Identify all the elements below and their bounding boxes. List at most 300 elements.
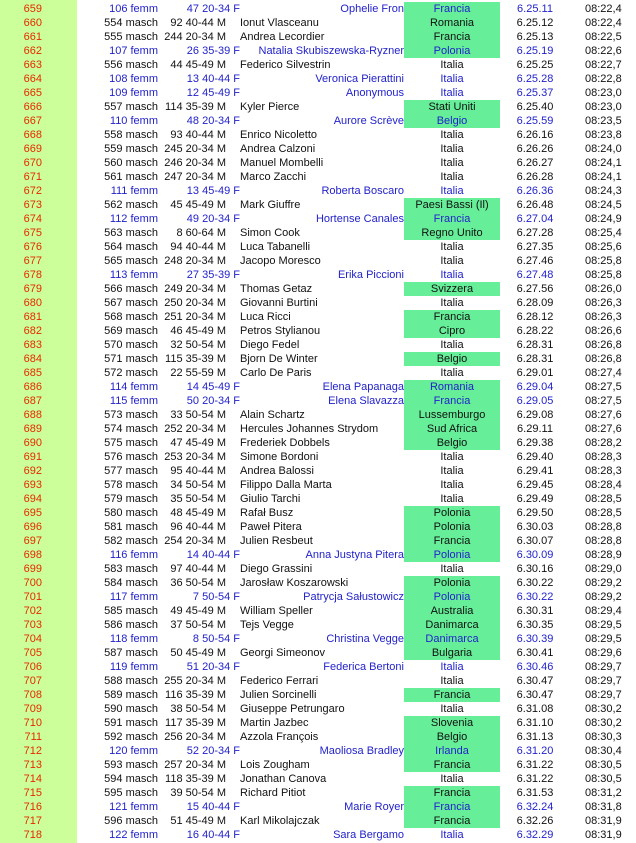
table-row	[0, 240, 636, 254]
athlete-name-cell: Giulio Tarchi	[240, 493, 301, 505]
gender-rank-cell	[80, 534, 158, 548]
category-rank: 37	[170, 619, 183, 631]
table-row	[0, 814, 636, 828]
pace-cell: 08:29,7	[585, 675, 622, 687]
category-cell	[160, 702, 226, 716]
pace-cell: 08:27,5	[585, 381, 622, 393]
gender-rank: 568	[104, 311, 123, 323]
country-cell: Francia	[404, 394, 500, 408]
age-category: 40-44 F	[202, 801, 240, 813]
country-cell: Italia	[440, 269, 464, 281]
table-row	[0, 296, 636, 310]
pace-cell: 08:28,3	[585, 465, 622, 477]
gender-rank: 559	[104, 143, 123, 155]
category-cell	[160, 310, 226, 324]
gender-label: masch	[125, 143, 158, 155]
category-cell	[160, 758, 226, 772]
gender-rank: 556	[104, 59, 123, 71]
pace-cell: 08:22,5	[585, 31, 622, 43]
gender-label: masch	[125, 297, 158, 309]
country-cell: Belgio	[404, 436, 500, 450]
gender-rank: 121	[109, 801, 128, 813]
age-category: 50-54 M	[185, 409, 226, 421]
gender-rank-cell	[80, 828, 158, 842]
finish-time-cell: 6.30.22	[516, 577, 554, 589]
age-category: 50-54 M	[185, 479, 226, 491]
table-row	[0, 758, 636, 772]
age-category: 40-44 M	[185, 465, 226, 477]
gender-label: masch	[125, 675, 158, 687]
gender-rank-cell	[80, 114, 158, 128]
gender-rank: 564	[104, 241, 123, 253]
age-category: 20-34 F	[202, 745, 240, 757]
country-cell: Italia	[440, 185, 464, 197]
age-category: 50-54 F	[202, 633, 240, 645]
position-cell: 704	[23, 633, 42, 645]
country-cell: Italia	[440, 241, 464, 253]
position-cell: 673	[23, 199, 42, 211]
gender-rank: 571	[104, 353, 123, 365]
position-cell: 683	[23, 339, 42, 351]
gender-rank: 117	[109, 591, 128, 603]
athlete-name-cell: Anonymous	[345, 87, 404, 99]
category-rank: 50	[186, 395, 200, 407]
age-category: 45-49 M	[185, 325, 226, 337]
gender-label: masch	[125, 815, 158, 827]
country-cell: Italia	[440, 129, 464, 141]
pace-cell: 08:22,4	[585, 3, 622, 15]
gender-rank-cell	[80, 520, 158, 534]
finish-time-cell: 6.27.46	[516, 255, 554, 267]
category-cell	[160, 324, 226, 338]
country-cell: Italia	[440, 479, 464, 491]
category-rank: 12	[186, 87, 200, 99]
finish-time-cell: 6.28.31	[516, 353, 554, 365]
finish-time-cell: 6.29.05	[516, 395, 554, 407]
gender-label: masch	[125, 325, 158, 337]
gender-label: masch	[125, 731, 158, 743]
gender-rank-cell	[80, 548, 158, 562]
gender-rank-cell	[80, 128, 158, 142]
position-cell: 716	[23, 801, 42, 813]
table-row	[0, 604, 636, 618]
position-cell: 663	[23, 59, 42, 71]
gender-label: masch	[125, 199, 158, 211]
position-cell: 676	[23, 241, 42, 253]
athlete-name-cell: Christina Vegge	[326, 633, 404, 645]
gender-label: femm	[130, 633, 158, 645]
table-row	[0, 156, 636, 170]
athlete-name-cell: Mark Giuffre	[240, 199, 301, 211]
position-cell: 712	[23, 745, 42, 757]
gender-rank-cell	[80, 366, 158, 380]
position-cell: 715	[23, 787, 42, 799]
country-cell: Italia	[440, 297, 464, 309]
country-cell: Italia	[440, 493, 464, 505]
category-rank: 32	[170, 339, 183, 351]
gender-label: masch	[125, 493, 158, 505]
age-category: 45-49 M	[185, 815, 226, 827]
pace-cell: 08:29,7	[585, 689, 622, 701]
finish-time-cell: 6.27.04	[516, 213, 554, 225]
position-cell: 703	[23, 619, 42, 631]
age-category: 20-34 F	[202, 115, 240, 127]
table-row	[0, 590, 636, 604]
country-cell: Francia	[404, 688, 500, 702]
athlete-name-cell: Roberta Boscaro	[321, 185, 404, 197]
gender-rank: 112	[109, 213, 128, 225]
country-cell: Italia	[440, 339, 464, 351]
table-row	[0, 338, 636, 352]
table-row	[0, 408, 636, 422]
gender-rank: 572	[104, 367, 123, 379]
pace-cell: 08:24,1	[585, 157, 622, 169]
athlete-name-cell: Andrea Lecordier	[240, 31, 325, 43]
country-cell: Italia	[440, 157, 464, 169]
pace-cell: 08:22,4	[585, 17, 622, 29]
age-category: 20-34 M	[185, 311, 226, 323]
gender-rank-cell	[80, 702, 158, 716]
position-cell: 691	[23, 451, 42, 463]
pace-cell: 08:24,0	[585, 143, 622, 155]
gender-label: masch	[125, 507, 158, 519]
gender-rank: 585	[104, 605, 123, 617]
finish-time-cell: 6.29.45	[516, 479, 554, 491]
category-cell	[160, 576, 226, 590]
country-cell: Italia	[440, 661, 464, 673]
table-row	[0, 576, 636, 590]
country-cell: Polonia	[404, 44, 500, 58]
finish-time-cell: 6.30.41	[516, 647, 554, 659]
athlete-name-cell: Patrycja Sałustowicz	[303, 591, 404, 603]
category-cell	[160, 800, 240, 814]
position-cell: 697	[23, 535, 42, 547]
athlete-name-cell: Andrea Balossi	[240, 465, 314, 477]
athlete-name-cell: Diego Fedel	[240, 339, 300, 351]
gender-rank: 122	[109, 829, 128, 841]
country-cell: Francia	[404, 786, 500, 800]
country-cell: Svizzera	[404, 282, 500, 296]
gender-label: masch	[125, 773, 158, 785]
position-cell: 679	[23, 283, 42, 295]
athlete-name-cell: Ionut Vlasceanu	[240, 17, 319, 29]
gender-label: masch	[125, 437, 158, 449]
country-cell: Italia	[440, 465, 464, 477]
gender-rank-cell	[80, 436, 158, 450]
category-cell	[160, 296, 226, 310]
finish-time-cell: 6.30.31	[516, 605, 554, 617]
finish-time-cell: 6.30.07	[516, 535, 554, 547]
position-cell: 698	[23, 549, 42, 561]
age-category: 20-34 F	[202, 661, 240, 673]
category-rank: 35	[170, 493, 183, 505]
country-cell: Italia	[440, 143, 464, 155]
gender-rank-cell	[80, 394, 158, 408]
country-cell: Romania	[404, 380, 500, 394]
finish-time-cell: 6.29.49	[516, 493, 554, 505]
finish-time-cell: 6.31.53	[516, 787, 554, 799]
pace-cell: 08:27,6	[585, 423, 622, 435]
pace-cell: 08:26,8	[585, 353, 622, 365]
pace-cell: 08:26,0	[585, 283, 622, 295]
finish-time-cell: 6.31.20	[516, 745, 554, 757]
athlete-name-cell: Luca Tabanelli	[240, 241, 311, 253]
table-row	[0, 744, 636, 758]
gender-rank-cell	[80, 492, 158, 506]
age-category: 35-39 M	[185, 717, 226, 729]
gender-label: masch	[125, 689, 158, 701]
age-category: 50-54 M	[185, 703, 226, 715]
gender-rank: 565	[104, 255, 123, 267]
finish-time-cell: 6.30.47	[516, 689, 554, 701]
gender-rank: 108	[109, 73, 128, 85]
category-rank: 39	[170, 787, 183, 799]
table-row	[0, 44, 636, 58]
position-cell: 718	[23, 829, 42, 841]
table-row	[0, 324, 636, 338]
gender-rank-cell	[80, 30, 158, 44]
country-cell: Polonia	[404, 506, 500, 520]
category-rank: 95	[170, 465, 183, 477]
category-rank: 14	[186, 381, 200, 393]
finish-time-cell: 6.25.11	[517, 3, 553, 15]
category-cell	[160, 674, 226, 688]
gender-label: masch	[125, 577, 158, 589]
table-row	[0, 16, 636, 30]
gender-rank-cell	[80, 604, 158, 618]
category-rank: 257	[164, 759, 183, 771]
table-row	[0, 688, 636, 702]
gender-rank: 590	[104, 703, 123, 715]
category-rank: 244	[164, 31, 183, 43]
gender-label: masch	[125, 59, 158, 71]
gender-rank-cell	[80, 450, 158, 464]
athlete-name-cell: Hortense Canales	[315, 213, 404, 225]
gender-rank: 118	[109, 633, 128, 645]
pace-cell: 08:29,7	[585, 661, 622, 673]
position-cell: 694	[23, 493, 42, 505]
table-row	[0, 30, 636, 44]
category-rank: 251	[164, 311, 183, 323]
table-row	[0, 828, 636, 842]
position-cell: 669	[23, 143, 42, 155]
table-row	[0, 674, 636, 688]
category-cell	[160, 86, 240, 100]
gender-rank-cell	[80, 198, 158, 212]
category-rank: 51	[170, 815, 183, 827]
finish-time-cell: 6.28.22	[516, 325, 554, 337]
category-cell	[160, 646, 226, 660]
pace-cell: 08:30,5	[585, 773, 622, 785]
gender-label: masch	[125, 17, 158, 29]
gender-rank-cell	[80, 352, 158, 366]
gender-label: masch	[125, 423, 158, 435]
category-cell	[160, 688, 226, 702]
country-cell: Italia	[440, 367, 464, 379]
category-rank: 13	[186, 73, 200, 85]
gender-rank: 577	[104, 465, 123, 477]
category-cell	[160, 590, 240, 604]
gender-rank: 116	[109, 549, 128, 561]
finish-time-cell: 6.29.11	[517, 423, 553, 435]
finish-time-cell: 6.28.09	[516, 297, 554, 309]
gender-rank: 578	[104, 479, 123, 491]
category-rank: 117	[165, 717, 183, 729]
gender-rank: 573	[104, 409, 123, 421]
table-row	[0, 506, 636, 520]
athlete-name-cell: Federico Silvestrin	[240, 59, 331, 71]
category-rank: 247	[164, 171, 183, 183]
age-category: 55-59 M	[185, 367, 226, 379]
gender-label: masch	[125, 227, 158, 239]
gender-label: masch	[125, 563, 158, 575]
position-cell: 696	[23, 521, 42, 533]
category-cell	[160, 786, 226, 800]
category-rank: 250	[164, 297, 183, 309]
category-cell	[160, 16, 226, 30]
finish-time-cell: 6.32.26	[516, 815, 554, 827]
athlete-name-cell: Tejs Vegge	[240, 619, 294, 631]
pace-cell: 08:24,1	[585, 171, 622, 183]
category-rank: 48	[186, 115, 200, 127]
gender-rank-cell	[80, 618, 158, 632]
finish-time-cell: 6.31.08	[516, 703, 554, 715]
table-row	[0, 548, 636, 562]
athlete-name-cell: Jonathan Canova	[240, 773, 327, 785]
category-cell	[160, 114, 240, 128]
country-cell: Italia	[440, 451, 464, 463]
gender-rank: 581	[104, 521, 123, 533]
category-rank: 36	[170, 577, 183, 589]
table-row	[0, 170, 636, 184]
finish-time-cell: 6.25.28	[516, 73, 554, 85]
table-row	[0, 800, 636, 814]
age-category: 50-54 M	[185, 619, 226, 631]
category-rank: 252	[164, 423, 183, 435]
athlete-name-cell: Elena Slavazza	[328, 395, 404, 407]
category-rank: 118	[165, 773, 183, 785]
age-category: 50-54 F	[202, 591, 240, 603]
gender-rank-cell	[80, 814, 158, 828]
position-cell: 702	[23, 605, 42, 617]
finish-time-cell: 6.32.29	[516, 829, 554, 841]
position-cell: 670	[23, 157, 42, 169]
table-row	[0, 366, 636, 380]
gender-rank: 595	[104, 787, 123, 799]
category-rank: 46	[170, 325, 183, 337]
gender-rank-cell	[80, 338, 158, 352]
gender-rank-cell	[80, 506, 158, 520]
category-rank: 38	[170, 703, 183, 715]
age-category: 45-49 M	[185, 59, 226, 71]
table-row	[0, 282, 636, 296]
age-category: 35-39 M	[185, 773, 226, 785]
age-category: 20-34 M	[185, 171, 226, 183]
category-cell	[160, 772, 226, 786]
category-rank: 92	[170, 17, 183, 29]
gender-rank: 558	[104, 129, 123, 141]
gender-rank-cell	[80, 478, 158, 492]
gender-label: masch	[125, 605, 158, 617]
category-rank: 47	[170, 437, 183, 449]
gender-label: femm	[130, 395, 158, 407]
pace-cell: 08:30,2	[585, 717, 622, 729]
pace-cell: 08:28,5	[585, 507, 622, 519]
category-cell	[160, 814, 226, 828]
gender-rank-cell	[80, 310, 158, 324]
gender-rank-cell	[80, 268, 158, 282]
category-cell	[160, 128, 226, 142]
category-cell	[160, 352, 226, 366]
pace-cell: 08:26,3	[585, 311, 622, 323]
gender-rank: 555	[104, 31, 123, 43]
pace-cell: 08:26,6	[585, 325, 622, 337]
gender-label: masch	[125, 465, 158, 477]
gender-label: femm	[130, 45, 158, 57]
category-rank: 33	[170, 409, 183, 421]
pace-cell: 08:26,3	[585, 297, 622, 309]
finish-time-cell: 6.31.10	[516, 717, 554, 729]
category-rank: 114	[165, 101, 183, 113]
table-row	[0, 100, 636, 114]
gender-label: femm	[130, 381, 158, 393]
athlete-name-cell: Giuseppe Petrungaro	[240, 703, 345, 715]
category-rank: 245	[164, 143, 183, 155]
gender-rank: 566	[104, 283, 123, 295]
gender-label: masch	[125, 353, 158, 365]
age-category: 20-34 M	[185, 31, 226, 43]
category-rank: 254	[164, 535, 183, 547]
country-cell: Italia	[440, 73, 464, 85]
athlete-name-cell: Natalia Skubiszewska-Ryzner	[258, 45, 404, 57]
category-rank: 8	[192, 633, 200, 645]
category-cell	[160, 394, 240, 408]
gender-rank-cell	[80, 16, 158, 30]
gender-label: femm	[130, 269, 158, 281]
position-cell: 662	[23, 45, 42, 57]
athlete-name-cell: Georgi Simeonov	[240, 647, 325, 659]
athlete-name-cell: Julien Resbeut	[240, 535, 313, 547]
finish-time-cell: 6.30.09	[516, 549, 554, 561]
category-cell	[160, 744, 240, 758]
athlete-name-cell: Marco Zacchi	[240, 171, 307, 183]
gender-label: masch	[125, 703, 158, 715]
age-category: 20-34 M	[185, 283, 226, 295]
category-cell	[160, 464, 226, 478]
category-cell	[160, 254, 226, 268]
table-row	[0, 86, 636, 100]
age-category: 35-39 M	[185, 689, 226, 701]
category-cell	[160, 716, 226, 730]
table-row	[0, 660, 636, 674]
gender-rank-cell	[80, 744, 158, 758]
athlete-name-cell: Alain Schartz	[240, 409, 305, 421]
age-category: 20-34 M	[185, 675, 226, 687]
gender-label: masch	[125, 717, 158, 729]
country-cell: Regno Unito	[404, 226, 500, 240]
category-cell	[160, 520, 226, 534]
finish-time-cell: 6.29.38	[516, 437, 554, 449]
age-category: 20-34 M	[185, 759, 226, 771]
category-rank: 51	[186, 661, 200, 673]
gender-rank-cell	[80, 254, 158, 268]
position-cell: 695	[23, 507, 42, 519]
finish-time-cell: 6.30.22	[516, 591, 554, 603]
finish-time-cell: 6.30.47	[516, 675, 554, 687]
category-cell	[160, 170, 226, 184]
gender-rank-cell	[80, 170, 158, 184]
gender-rank: 594	[104, 773, 123, 785]
